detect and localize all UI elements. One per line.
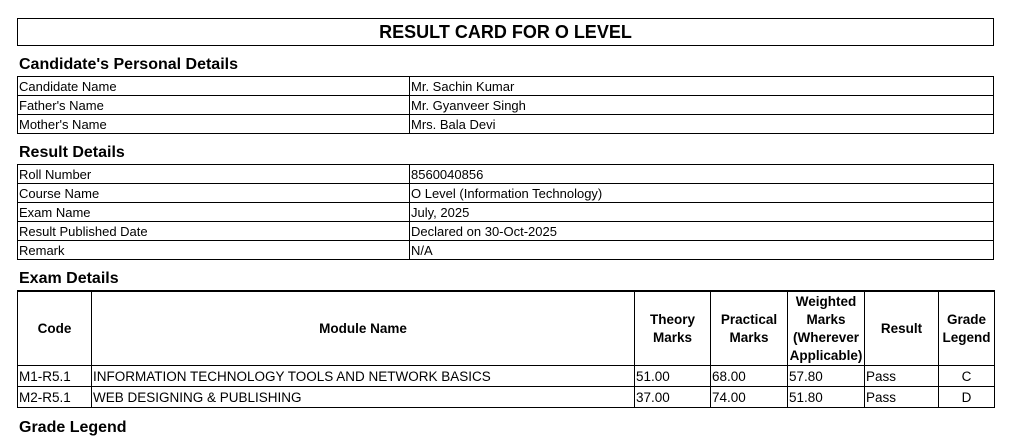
col-header-result: Result (865, 291, 939, 366)
col-header-grade-legend: Grade Legend (939, 291, 995, 366)
row-label: Candidate Name (18, 77, 410, 96)
row-value: July, 2025 (410, 203, 994, 222)
cell-theory: 37.00 (635, 387, 711, 408)
table-row (18, 77, 994, 96)
table-row (18, 115, 994, 134)
cell-result: Pass (865, 387, 939, 408)
col-header-theory-marks: Theory Marks (635, 291, 711, 366)
cell-weighted: 51.80 (788, 387, 865, 408)
cell-module: WEB DESIGNING & PUBLISHING (92, 387, 635, 408)
result-details-table (17, 164, 994, 260)
cell-code: M2-R5.1 (18, 387, 92, 408)
cell-module: INFORMATION TECHNOLOGY TOOLS AND NETWORK BASICS (92, 366, 635, 387)
row-value: Mr. Sachin Kumar (410, 77, 994, 96)
table-row (18, 241, 994, 260)
result-details-heading: Result Details (19, 144, 125, 161)
cell-practical: 74.00 (711, 387, 788, 408)
cell-code: M1-R5.1 (18, 366, 92, 387)
cell-practical: 68.00 (711, 366, 788, 387)
exam-details-table (17, 290, 995, 408)
row-label: Roll Number (18, 165, 410, 184)
row-label: Remark (18, 241, 410, 260)
personal-details-heading: Candidate's Personal Details (19, 56, 238, 73)
table-row (18, 387, 995, 408)
exam-details-heading: Exam Details (19, 270, 119, 287)
row-label: Course Name (18, 184, 410, 203)
cell-grade: C (939, 366, 995, 387)
row-label: Exam Name (18, 203, 410, 222)
row-value: Mrs. Bala Devi (410, 115, 994, 134)
row-value: N/A (410, 241, 994, 260)
table-row (18, 366, 995, 387)
row-value: Declared on 30-Oct-2025 (410, 222, 994, 241)
row-label: Mother's Name (18, 115, 410, 134)
col-header-module-name: Module Name (92, 291, 635, 366)
table-row (18, 203, 994, 222)
table-header-row (18, 291, 995, 366)
personal-details-table (17, 76, 994, 134)
page-title: RESULT CARD FOR O LEVEL (17, 18, 994, 46)
col-header-practical-marks: Practical Marks (711, 291, 788, 366)
row-label: Father's Name (18, 96, 410, 115)
col-header-code: Code (18, 291, 92, 366)
table-row (18, 222, 994, 241)
table-row (18, 165, 994, 184)
row-label: Result Published Date (18, 222, 410, 241)
row-value: O Level (Information Technology) (410, 184, 994, 203)
table-row (18, 96, 994, 115)
row-value: 8560040856 (410, 165, 994, 184)
grade-legend-heading: Grade Legend (19, 419, 127, 436)
result-card (17, 18, 994, 408)
row-value: Mr. Gyanveer Singh (410, 96, 994, 115)
cell-grade: D (939, 387, 995, 408)
cell-result: Pass (865, 366, 939, 387)
cell-weighted: 57.80 (788, 366, 865, 387)
col-header-weighted-marks: Weighted Marks (Wherever Applicable) (788, 291, 865, 366)
table-row (18, 184, 994, 203)
cell-theory: 51.00 (635, 366, 711, 387)
